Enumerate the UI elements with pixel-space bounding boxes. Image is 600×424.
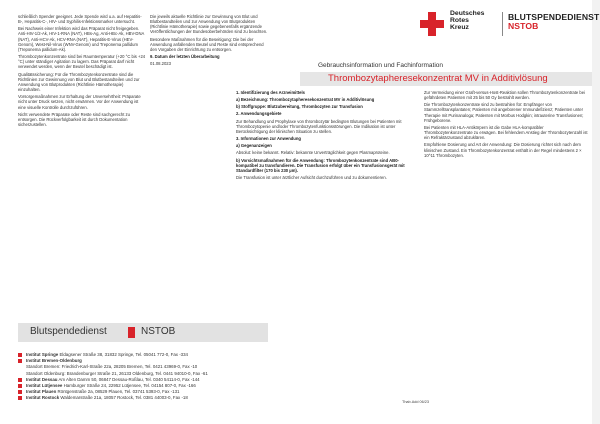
text-column-3: [236, 90, 416, 182]
footer-brand-name: Blutspendedienst: [30, 326, 107, 337]
institute-name: Institut Springe: [26, 352, 59, 357]
drk-logo: [420, 10, 600, 46]
bullet-square-icon: [18, 359, 22, 363]
paragraph: Die Thrombozytenkonzentrate sind zu bestrahlen für: Empfänger von Stammzelltransplantaten; Patienten mit angeborener Immundefizienz; Patienten unter Therapie mit Purinanaloga; Patienten mit Morbus Hodgkin; intrauterine Transfusionen; Frühgeborene.: [424, 102, 584, 123]
institute-name: Institut Plauen: [26, 389, 57, 395]
paragraph: Nicht verwendete Präparate oder Reste sind sachgerecht zu entsorgen. Die Rückverfolgbarkeit ist durch Dokumentation sicherzustellen.: [18, 111, 130, 127]
paragraph: Thrombozytenkonzentrate sind bei Raumtemperatur (+20 °C bis +24 °C) unter ständiger Agitation zu lagern. Das Präparat darf nicht verwendet werden, wenn der Beutel beschädigt ist.: [18, 54, 146, 70]
paragraph: Bei Nachweis einer Infektion wird das Präparat nicht freigegeben. Anti-HIV-1/2-Ak, HIV-1-RNA (NAT), HBs-Ag, Anti-HBc-Ak, HBV-DNA (NAT), Anti-HCV-Ak, HCV-RNA (NAT), Hepatitis-E-Virus (HEV-Genom), West-Nil-Virus (WNV-Genom) und Treponema pallidum (Treponema pallidum-Ak).: [18, 26, 145, 52]
institute-detail: Eldagsener Straße 38, 31832 Springe, Tel. 05041 772-0, Fax -334: [59, 352, 188, 357]
paragraph: Die jeweils aktuelle Richtlinie zur Gewinnung von Blut und Blutbestandteilen und zur Anwendung von Blutprodukten (Richtlinie Hämotherapie) sowie gegebenenfalls ergänzende Veröffentlichungen der Bundesoberbehörden sind zu beachten.: [150, 14, 268, 35]
red-cross-icon: [420, 12, 444, 36]
footer-brand-code: NSTOB: [141, 326, 176, 337]
paragraph: 1. Identifizierung des Arzneimittels: [236, 90, 305, 95]
institute-detail: Standort Bremen: Friedrich-Karl-Straße 22a, 28205 Bremen, Tel. 0421 43969-0, Fax -10: [26, 364, 198, 370]
institute-detail: Standort Oldenburg: Brandenburger Straße 21, 26133 Oldenburg, Tel. 0441 94010-0, Fax -61: [26, 370, 208, 376]
footer-brand-separator: [128, 327, 135, 338]
bullet-square-icon: [18, 390, 22, 394]
logo-org-line: Kreuz: [450, 24, 469, 32]
paragraph: Zur Behandlung und Prophylaxe von thrombozytär bedingten Blutungen bei Patienten mit Thrombozytopenie und/oder Thrombozytenfunktionsstörungen. Die Indikation ist unter Berücksichtigung der klinischen Situation zu stellen.: [236, 118, 402, 134]
bullet-square-icon: [18, 384, 22, 388]
institute-detail: Waldemarstraße 21a, 18057 Rostock, Tel. 0381 44003-0, Fax -18: [60, 395, 188, 401]
paragraph: Bei Patienten mit HLA-Antikörpern ist die Gabe HLA-kompatibler Thrombozytenkonzentrate zu erwägen. Bei fehlendem Anstieg der Thrombozytenzahl ist ein Refraktärzustand abzuklären.: [424, 124, 588, 141]
paragraph: Zur Vermeidung einer Graft-versus-Host-Reaktion sollen Thrombozytenkonzentrate bei gefährdeten Patienten mit 25 bis 50 Gy bestrahlt werden.: [424, 90, 585, 101]
paragraph: Absolut: keine bekannt. Relativ: bekannte Unverträglichkeit gegen Plasmaproteine.: [236, 150, 390, 156]
logo-org-name: [450, 10, 484, 32]
paragraph: 2. Anwendungsgebiete: [236, 111, 282, 117]
logo-brand: [508, 13, 599, 32]
institute-row: [18, 395, 278, 401]
document-kind: Gebrauchsinformation und Fachinformation: [318, 62, 444, 69]
paragraph: 9. Datum der letzten Überarbeitung: [150, 54, 220, 60]
paragraph: Vorsorgemaßnahmen zur Erhaltung der Unversehrtheit: Präparate nicht unter Druck setzen, nicht erwärmen. Vor der Anwendung ist eine visuelle Kontrolle durchzuführen.: [18, 94, 141, 110]
paragraph: Besondere Maßnahmen für die Beseitigung: Die bei der Anwendung anfallenden Beutel und Reste sind entsprechend den Vorgaben der Einrichtung zu entsorgen.: [150, 36, 264, 52]
page-edge: [592, 0, 600, 424]
paragraph: Qualitätssicherung: Für die Thrombozytenkonzentrate sind die Richtlinien zur Gewinnung von Blut und Blutbestandteilen und zur Anwendung von Blutprodukten (Richtlinie Hämotherapie) einzuhalten.: [18, 71, 140, 93]
paragraph: a) Bezeichnung: Thrombozytapheresekonzentrat MV in Additivlösung: [236, 97, 375, 103]
text-column-2: [150, 14, 268, 68]
paragraph: b) Vorsichtsmaßnahmen für die Anwendung: Thrombozytenkonzentrate sind AB0-kompatibel zu transfundieren. Die Transfusion erfolgt über ein Transfusionsgerät mit Standardfilter (170 bis 230 µm).: [236, 157, 405, 173]
institute-detail: Röntgenstraße 2a, 08529 Plauen, Tel. 03741 5393-0, Fax -131: [57, 389, 180, 395]
paragraph: 01.08.2023: [150, 61, 171, 67]
paragraph: b) Stoffgruppe: Blutzubereitung, Thrombozyten zur Transfusion: [236, 104, 363, 110]
institute-detail: Hamburger Straße 24, 22952 Lütjensee, Tel. 04154 807-0, Fax -166: [63, 383, 196, 389]
document-number: Thab.Add 06/23: [402, 400, 430, 404]
paragraph: schließlich Spender geeignet. Jede Spende wird u.a. auf Hepatitis-B-, Hepatitis-C-, HIV- und Syphilis-Infektionsmarker untersucht.: [18, 14, 142, 25]
logo-brand-line: BLUTSPENDEDIENST: [508, 12, 600, 22]
text-column-1: [18, 14, 146, 129]
bullet-square-icon: [18, 396, 22, 400]
logo-divider: [502, 12, 503, 36]
bullet-square-icon: [18, 353, 22, 357]
paragraph: a) Gegenanzeigen: [236, 143, 272, 149]
bullet-square-icon: [18, 378, 22, 382]
institute-name: Institut Dessau: [26, 376, 58, 382]
footer-brand-bar: [18, 323, 268, 342]
logo-org-line: Deutsches: [450, 10, 485, 17]
text-column-4: [424, 90, 592, 160]
document-title: Thrombozytapheresekonzentrat MV in Additivlösung: [328, 73, 548, 84]
institute-name: Institut Lütjensee: [26, 383, 63, 389]
paragraph: 3. Informationen zur Anwendung: [236, 136, 301, 142]
institute-list: [18, 352, 278, 402]
institute-name: Institut Bremen-Oldenburg: [26, 358, 82, 364]
logo-org-line: Rotes: [450, 17, 469, 25]
institute-detail: Am Alten Damm 50, 06847 Dessau-Roßlau, Tel. 0340 54114-0, Fax -144: [58, 376, 200, 382]
paragraph: Die Transfusion ist unter ärztlicher Aufsicht durchzuführen und zu dokumentieren.: [236, 175, 387, 181]
institute-name: Institut Rostock: [26, 395, 60, 401]
logo-brand-code: NSTOB: [508, 21, 539, 32]
paragraph: Empfohlene Dosierung und Art der Anwendung: Die Dosierung richtet sich nach dem klinischen Zustand. Ein Thrombozytenkonzentrat enthält in der Regel mindestens 2 × 10^11 Thrombozyten.: [424, 142, 582, 158]
title-bar: [300, 72, 592, 86]
